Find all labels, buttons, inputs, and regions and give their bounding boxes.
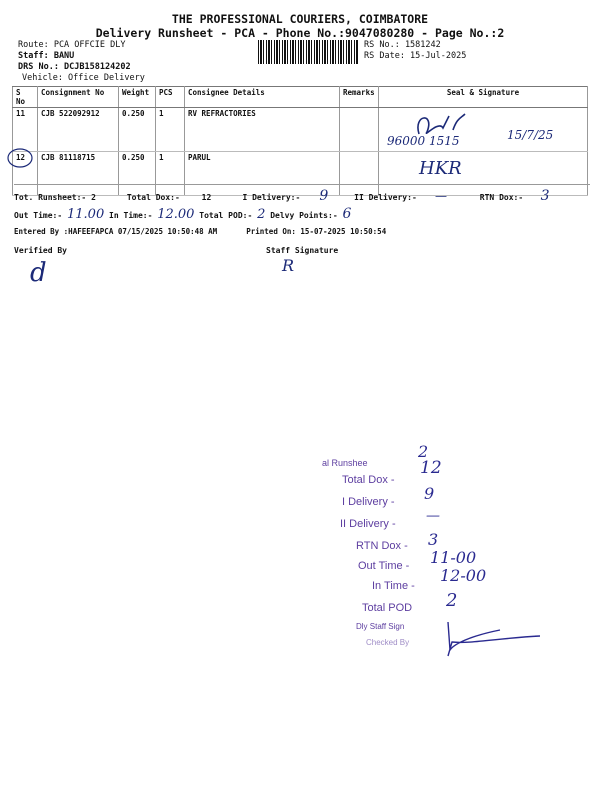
company-title: THE PROFESSIONAL COURIERS, COIMBATORE: [171, 12, 429, 26]
stamp-runsheet-hw: 2: [418, 442, 429, 461]
i-delivery-label: I Delivery:-: [242, 193, 301, 202]
stamp-total-pod-hw: 2: [446, 590, 458, 611]
stamp-runsheet-label: al Runshee: [322, 458, 368, 468]
out-time-hw: 11.00: [67, 207, 105, 222]
stamp-total-dox-label: Total Dox -: [342, 474, 395, 486]
verified-signature: d: [30, 258, 47, 288]
cell-consignment: CJB 81118715: [38, 152, 119, 196]
stamp-in-time-hw: 12-00: [440, 566, 487, 585]
total-pod-label: Total POD:-: [199, 211, 253, 220]
signature-date: 15/7/25: [507, 128, 554, 142]
times-row: [14, 206, 351, 222]
verified-by-label: Verified By: [14, 246, 67, 255]
sno-text: 12: [16, 153, 26, 162]
rs-date: RS Date: 15-Jul-2025: [364, 51, 467, 61]
ii-delivery-label: II Delivery:-: [354, 193, 417, 202]
stamp-out-time-hw: 11-00: [430, 548, 477, 567]
printed-on: Printed On: 15-07-2025 10:50:54: [246, 227, 387, 236]
out-time-label: Out Time:-: [14, 211, 63, 220]
cell-sno: 11: [13, 108, 38, 152]
runsheet-table: [12, 86, 588, 196]
staff-signature-mark: R: [282, 256, 295, 275]
in-time-label: In Time:-: [109, 211, 153, 220]
total-pod-hw: 2: [257, 207, 266, 222]
stamp-total-dox-hw: 12: [420, 458, 442, 478]
total-dox-label: Total Dox:-: [126, 193, 180, 202]
table-row: [13, 108, 588, 152]
col-weight: Weight: [119, 87, 156, 108]
delvy-points-hw: 6: [342, 206, 352, 222]
cell-remarks: [340, 108, 379, 152]
barcode: [258, 40, 358, 64]
table-header-row: [13, 87, 588, 108]
cell-consignee: PARUL: [185, 152, 340, 196]
col-sno: S No: [13, 87, 38, 108]
entered-by: Entered By :HAFEEFAPCA 07/15/2025 10:50:48 AM: [14, 227, 218, 236]
cell-pcs: 1: [156, 108, 185, 152]
i-delivery-hw: 9: [319, 188, 329, 204]
rtn-dox-hw: 3: [540, 188, 550, 204]
vehicle-label: Vehicle: Office Delivery: [22, 73, 145, 83]
cell-signature: [379, 108, 588, 152]
staff-label: Staff: BANU: [18, 51, 75, 61]
cell-consignee: RV REFRACTORIES: [185, 108, 340, 152]
col-consignee: Consignee Details: [185, 87, 340, 108]
col-remarks: Remarks: [340, 87, 379, 108]
cell-weight: 0.250: [119, 152, 156, 196]
rtn-dox-label: RTN Dox:-: [479, 193, 524, 202]
stamp-i-delivery-hw: 9: [424, 484, 435, 503]
route-label: Route: PCA OFFCIE DLY: [18, 40, 126, 50]
ii-delivery-hw: —: [434, 189, 447, 203]
stamp-rtn-dox-label: RTN Dox -: [356, 540, 408, 552]
tot-runsheet: Tot. Runsheet:- 2: [14, 193, 96, 202]
col-pcs: PCS: [156, 87, 185, 108]
stamp-i-delivery-label: I Delivery -: [342, 496, 395, 508]
stamp-ii-delivery-hw: —: [426, 508, 440, 524]
in-time-hw: 12.00: [157, 207, 195, 222]
cell-consignment: CJB 522092912: [38, 108, 119, 152]
col-consignment: Consignment No: [38, 87, 119, 108]
entered-row: [14, 227, 386, 236]
runsheet-subtitle: Delivery Runsheet - PCA - Phone No.:9047080280 - Page No.:2: [95, 26, 505, 40]
drs-number: DRS No.: DCJB158124202: [18, 62, 131, 72]
cell-weight: 0.250: [119, 108, 156, 152]
stamp-in-time-label: In Time -: [372, 580, 415, 592]
rs-number: RS No.: 1581242: [364, 40, 441, 50]
stamp-signature-scribble: [440, 616, 550, 666]
signature-initials: HKR: [419, 158, 462, 179]
staff-signature-label: Staff Signature: [266, 246, 339, 255]
col-seal-signature: Seal & Signature: [379, 87, 588, 108]
stamp-out-time-label: Out Time -: [358, 560, 410, 572]
circle-mark: [7, 148, 33, 168]
stamp-rtn-dox-hw: 3: [428, 530, 439, 549]
total-dox-value: 12: [201, 193, 212, 202]
delvy-points-label: Delvy Points:-: [270, 211, 338, 220]
stamp-staff-sign-label: Dly Staff Sign: [356, 622, 405, 631]
stamp-total-pod-label: Total POD: [362, 602, 413, 614]
signature-number: 96000 1515: [387, 134, 460, 148]
totals-row: [14, 184, 590, 204]
stamp-ii-delivery-label: II Delivery -: [340, 518, 396, 530]
cell-pcs: 1: [156, 152, 185, 196]
stamp-checked-by-label: Checked By: [366, 638, 410, 647]
